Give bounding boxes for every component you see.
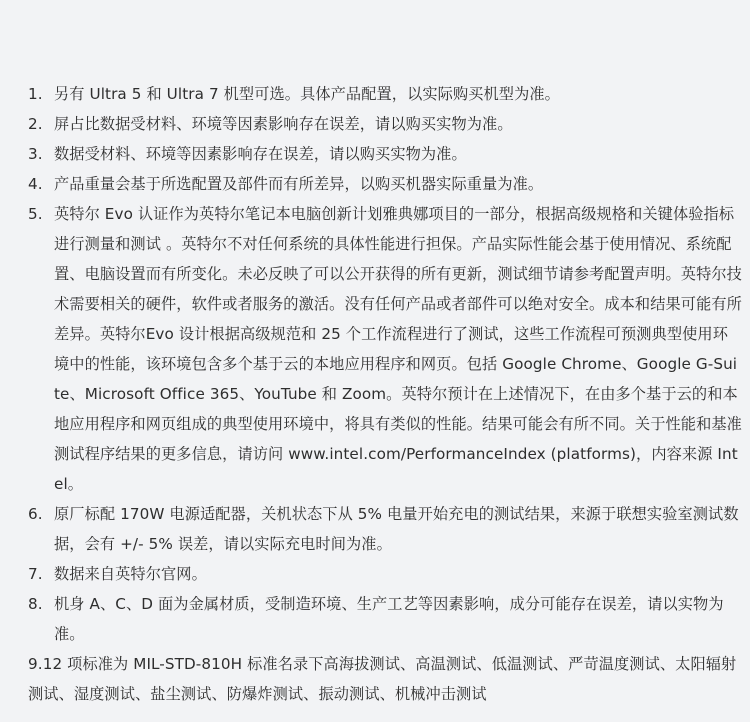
- footnote-number: 6.: [28, 505, 43, 523]
- footnote-text: 数据受材料、环境等因素影响存在误差，请以购买实物为准。: [54, 145, 467, 163]
- footnote-text: 英特尔 Evo 认证作为英特尔笔记本电脑创新计划雅典娜项目的一部分，根据高级规格和关键体验指标进行测量和测试 。英特尔不对任何系统的具体性能进行担保。产品实际性能会基于使用情况、系统配置、电脑设置而有所变化。未必反映了可以公开获得的所有更新，测试细节请参考配置声明。英特尔技术需要相关的硬件，软件或者服务的激活。没有任何产品或者部件可以绝对安全。成本和结果可能有所差异。英特尔Evo 设计根据高级规范和 25 个工作流程进行了测试，这些工作流程可预测典型使用环境中的性能，该环境包含多个基于云的本地应用程序和网页。包括 Google Chrome、Google G-Suite、Microsoft Office 365、YouTube 和 Zoom。英特尔预计在上述情况下，在由多个基于云的和本地应用程序和网页组成的典型使用环境中，将具有类似的性能。结果可能会有所不同。关于性能和基准测试程序结果的更多信息，请访问 www.intel.com/PerformanceIndex (platforms)，内容来源 Intel。: [54, 205, 742, 493]
- footnote-item: [28, 559, 742, 589]
- footnote-item: [28, 589, 742, 649]
- footnote-list: [28, 79, 742, 709]
- footnote-number: 2.: [28, 115, 43, 133]
- footnote-text: 另有 Ultra 5 和 Ultra 7 机型可选。具体产品配置，以实际购买机型为准。: [54, 85, 560, 103]
- footnote-number: 7.: [28, 565, 43, 583]
- footnote-text: 产品重量会基于所选配置及部件而有所差异，以购买机器实际重量为准。: [54, 175, 544, 193]
- footnote-number: 3.: [28, 145, 43, 163]
- footnote-item: [28, 649, 742, 709]
- footnote-text: 屏占比数据受材料、环境等因素影响存在误差，请以购买实物为准。: [54, 115, 513, 133]
- footnote-number: 4.: [28, 175, 43, 193]
- footnote-number: 8.: [28, 595, 43, 613]
- footnote-number: 1.: [28, 85, 43, 103]
- footnote-item: [28, 139, 742, 169]
- footnote-text: 12 项标准为 MIL-STD-810H 标准名录下高海拔测试、高温测试、低温测试、严苛温度测试、太阳辐射测试、湿度测试、盐尘测试、防爆炸测试、振动测试、机械冲击测试: [28, 655, 737, 703]
- footnote-item: [28, 79, 742, 109]
- footnote-text: 机身 A、C、D 面为金属材质，受制造环境、生产工艺等因素影响，成分可能存在误差，请以实物为准。: [54, 595, 724, 643]
- footnote-item: [28, 109, 742, 139]
- footnote-item: [28, 499, 742, 559]
- footnote-number: 5.: [28, 205, 43, 223]
- footnote-number: 9.: [28, 655, 43, 673]
- footnote-text: 原厂标配 170W 电源适配器，关机状态下从 5% 电量开始充电的测试结果，来源于联想实验室测试数据，会有 +/- 5% 误差，请以实际充电时间为准。: [54, 505, 739, 553]
- footnote-item: [28, 199, 742, 499]
- footnote-text: 数据来自英特尔官网。: [54, 565, 207, 583]
- footnote-item: [28, 169, 742, 199]
